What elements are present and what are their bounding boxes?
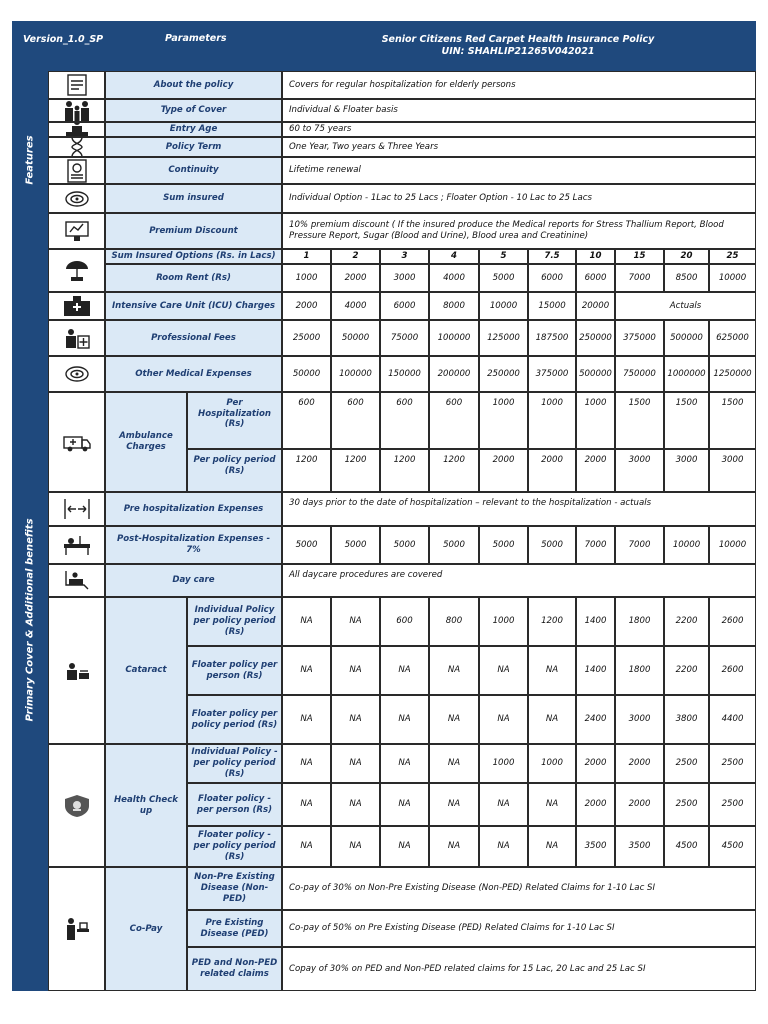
per-hosp-label: Per Hospitalization (Rs) <box>187 392 282 449</box>
room-rent-cell: 5000 <box>479 264 528 292</box>
cataract-cell: 1800 <box>615 646 664 695</box>
icon-cell <box>48 184 105 213</box>
eye-icon <box>62 659 92 683</box>
cataract-cell: NA <box>331 695 380 744</box>
room-rent-cell: 1000 <box>282 264 331 292</box>
per-hosp-cell: 600 <box>331 392 380 449</box>
health-check-cell: NA <box>331 783 380 826</box>
day-care-value: All daycare procedures are covered <box>282 564 756 597</box>
cataract-cell: 1800 <box>615 597 664 646</box>
health-check-cell: 4500 <box>709 826 756 867</box>
icon-cell <box>48 392 105 492</box>
per-hosp-cell: 600 <box>429 392 479 449</box>
icu-cell: 2000 <box>282 292 331 320</box>
health-check-row-label: Floater policy -per policy period (Rs) <box>187 826 282 867</box>
copay-label: Co-Pay <box>105 867 187 991</box>
other-medical-cell: 250000 <box>479 356 528 392</box>
cataract-cell: 1200 <box>528 597 576 646</box>
si-option-cell: 7.5 <box>528 249 576 264</box>
health-check-cell: NA <box>331 826 380 867</box>
professional-cell: 25000 <box>282 320 331 356</box>
per-hosp-cell: 1500 <box>615 392 664 449</box>
person-desk-icon <box>62 122 92 137</box>
swirl-icon <box>62 187 92 211</box>
post-hosp-cell: 10000 <box>709 526 756 564</box>
other-medical-cell: 1250000 <box>709 356 756 392</box>
icon-cell <box>48 867 105 991</box>
cover-label: Type of Cover <box>105 99 282 122</box>
professional-cell: 375000 <box>615 320 664 356</box>
cataract-cell: NA <box>331 646 380 695</box>
si-option-cell: 5 <box>479 249 528 264</box>
professional-cell: 125000 <box>479 320 528 356</box>
post-hosp-cell: 7000 <box>615 526 664 564</box>
si-option-cell: 10 <box>576 249 615 264</box>
per-hosp-cell: 600 <box>380 392 429 449</box>
other-medical-cell: 1000000 <box>664 356 709 392</box>
hospital-bed-icon <box>62 533 92 557</box>
arrows-icon <box>62 497 92 521</box>
icon-cell <box>48 71 105 99</box>
post-hosp-cell: 5000 <box>479 526 528 564</box>
ambulance-label: Ambulance Charges <box>105 392 187 492</box>
cataract-cell: NA <box>429 646 479 695</box>
other-medical-cell: 750000 <box>615 356 664 392</box>
health-check-row-label: Individual Policy - per policy period (Rs) <box>187 744 282 783</box>
doctor-icon <box>62 326 92 350</box>
health-check-cell: NA <box>331 744 380 783</box>
per-policy-cell: 2000 <box>479 449 528 492</box>
health-check-cell: NA <box>429 744 479 783</box>
health-check-cell: 2500 <box>664 744 709 783</box>
other-medical-cell: 200000 <box>429 356 479 392</box>
professional-cell: 500000 <box>664 320 709 356</box>
professional-cell: 50000 <box>331 320 380 356</box>
post-hosp-cell: 5000 <box>429 526 479 564</box>
per-policy-cell: 3000 <box>709 449 756 492</box>
copay-row-label: Non-Pre Existing Disease (Non-PED) <box>187 867 282 910</box>
room-rent-cell: 2000 <box>331 264 380 292</box>
cataract-row-label: Floater policy per policy period (Rs) <box>187 695 282 744</box>
cataract-cell: 2400 <box>576 695 615 744</box>
per-policy-cell: 1200 <box>331 449 380 492</box>
room-rent-cell: 6000 <box>576 264 615 292</box>
health-check-row-label: Floater policy -per person (Rs) <box>187 783 282 826</box>
health-check-cell: 2500 <box>709 783 756 826</box>
room-rent-cell: 3000 <box>380 264 429 292</box>
cataract-cell: NA <box>528 695 576 744</box>
professional-cell: 625000 <box>709 320 756 356</box>
icu-cell: 20000 <box>576 292 615 320</box>
premium-discount-value: 10% premium discount ( If the insured produce the Medical reports for Stress Thallium Report, Blood Pressure Report, Sugar (Blood and Urine), Blood urea and Creatinine) <box>282 213 756 249</box>
other-medical-cell: 50000 <box>282 356 331 392</box>
other-medical-label: Other Medical Expenses <box>105 356 282 392</box>
cataract-cell: NA <box>380 646 429 695</box>
icon-cell <box>48 526 105 564</box>
cataract-cell: 3800 <box>664 695 709 744</box>
icon-cell <box>48 249 105 292</box>
umbrella-hand-icon <box>62 259 92 283</box>
cataract-cell: NA <box>282 695 331 744</box>
family-icon <box>62 99 92 122</box>
day-care-label: Day care <box>105 564 282 597</box>
icon-cell <box>48 137 105 157</box>
per-hosp-cell: 600 <box>282 392 331 449</box>
health-check-cell: NA <box>429 826 479 867</box>
cataract-row-label: Floater policy per person (Rs) <box>187 646 282 695</box>
side-features: Features <box>12 71 48 249</box>
health-check-cell: 2000 <box>615 744 664 783</box>
per-policy-cell: 1200 <box>380 449 429 492</box>
icon-cell <box>48 597 105 744</box>
per-policy-cell: 2000 <box>576 449 615 492</box>
si-option-cell: 1 <box>282 249 331 264</box>
about-value: Covers for regular hospitalization for elderly persons <box>282 71 756 99</box>
room-rent-cell: 6000 <box>528 264 576 292</box>
icu-cell: 4000 <box>331 292 380 320</box>
health-check-cell: 2000 <box>576 783 615 826</box>
room-rent-label: Room Rent (Rs) <box>105 264 282 292</box>
icu-cell: 10000 <box>479 292 528 320</box>
cataract-cell: 3000 <box>615 695 664 744</box>
post-hosp-cell: 5000 <box>380 526 429 564</box>
room-rent-cell: 7000 <box>615 264 664 292</box>
certificate-icon <box>62 159 92 183</box>
cataract-cell: 4400 <box>709 695 756 744</box>
health-check-cell: 2000 <box>615 783 664 826</box>
per-policy-cell: 2000 <box>528 449 576 492</box>
icu-label: Intensive Care Unit (ICU) Charges <box>105 292 282 320</box>
room-rent-cell: 8500 <box>664 264 709 292</box>
cataract-cell: NA <box>331 597 380 646</box>
health-check-cell: NA <box>380 744 429 783</box>
copay-row-label: PED and Non-PED related claims <box>187 947 282 991</box>
hospital-icon <box>62 294 92 318</box>
post-hosp-cell: 5000 <box>331 526 380 564</box>
sum-insured-value: Individual Option - 1Lac to 25 Lacs ; Floater Option - 10 Lac to 25 Lacs <box>282 184 756 213</box>
age-value: 60 to 75 years <box>282 122 756 137</box>
cataract-cell: 600 <box>380 597 429 646</box>
per-hosp-cell: 1500 <box>664 392 709 449</box>
per-policy-cell: 1200 <box>429 449 479 492</box>
version-label: Version_1.0_SP <box>23 34 104 45</box>
cataract-cell: NA <box>282 646 331 695</box>
cataract-cell: NA <box>479 695 528 744</box>
term-label: Policy Term <box>105 137 282 157</box>
cataract-cell: NA <box>282 597 331 646</box>
policy-uin: UIN: SHAHLIP21265V042021 <box>441 46 595 57</box>
premium-discount-label: Premium Discount <box>105 213 282 249</box>
icon-cell <box>48 122 105 137</box>
policy-title: Senior Citizens Red Carpet Health Insurance Policy <box>381 34 655 45</box>
parameters-label: Parameters <box>165 33 227 44</box>
health-check-cell: NA <box>528 783 576 826</box>
other-medical-cell: 500000 <box>576 356 615 392</box>
other-medical-cell: 375000 <box>528 356 576 392</box>
health-check-cell: NA <box>528 826 576 867</box>
health-check-label: Health Check up <box>105 744 187 867</box>
term-value: One Year, Two years & Three Years <box>282 137 756 157</box>
cataract-cell: 1400 <box>576 646 615 695</box>
post-hosp-cell: 10000 <box>664 526 709 564</box>
health-check-cell: NA <box>429 783 479 826</box>
health-check-cell: NA <box>282 744 331 783</box>
icon-cell <box>48 744 105 867</box>
icon-cell <box>48 492 105 526</box>
per-hosp-cell: 1000 <box>479 392 528 449</box>
hourglass-icon <box>62 137 92 157</box>
cover-value: Individual & Floater basis <box>282 99 756 122</box>
cataract-cell: NA <box>479 646 528 695</box>
post-hosp-cell: 5000 <box>528 526 576 564</box>
pre-hosp-value: 30 days prior to the date of hospitalization – relevant to the hospitalization - actuals <box>282 492 756 526</box>
room-rent-cell: 4000 <box>429 264 479 292</box>
cataract-cell: 2600 <box>709 597 756 646</box>
icon-cell <box>48 157 105 184</box>
icon-cell <box>48 356 105 392</box>
per-hosp-cell: 1500 <box>709 392 756 449</box>
cataract-row-label: Individual Policy per policy period (Rs) <box>187 597 282 646</box>
icu-actuals: Actuals <box>615 292 756 320</box>
monitor-icon <box>62 219 92 243</box>
per-policy-label: Per policy period (Rs) <box>187 449 282 492</box>
si-options-label: Sum Insured Options (Rs. in Lacs) <box>105 249 282 264</box>
post-hosp-cell: 5000 <box>282 526 331 564</box>
health-check-cell: 2000 <box>576 744 615 783</box>
cataract-cell: NA <box>528 646 576 695</box>
copay-row-value: Copay of 30% on PED and Non-PED related claims for 15 Lac, 20 Lac and 25 Lac SI <box>282 947 756 991</box>
continuity-value: Lifetime renewal <box>282 157 756 184</box>
icu-cell: 15000 <box>528 292 576 320</box>
copay-row-value: Co-pay of 30% on Non-Pre Existing Disease (Non-PED) Related Claims for 1-10 Lac SI <box>282 867 756 910</box>
icon-cell <box>48 564 105 597</box>
per-hosp-cell: 1000 <box>576 392 615 449</box>
health-check-cell: NA <box>479 826 528 867</box>
health-check-cell: NA <box>282 826 331 867</box>
swirl-icon <box>62 362 92 386</box>
si-option-cell: 15 <box>615 249 664 264</box>
si-option-cell: 3 <box>380 249 429 264</box>
post-hosp-cell: 7000 <box>576 526 615 564</box>
professional-cell: 75000 <box>380 320 429 356</box>
si-option-cell: 20 <box>664 249 709 264</box>
ambulance-icon <box>62 430 92 454</box>
icon-cell <box>48 292 105 320</box>
per-policy-cell: 3000 <box>615 449 664 492</box>
health-check-cell: 3500 <box>615 826 664 867</box>
per-hosp-cell: 1000 <box>528 392 576 449</box>
post-hosp-label: Post-Hospitalization Expenses - 7% <box>105 526 282 564</box>
pre-hosp-label: Pre hospitalization Expenses <box>105 492 282 526</box>
copay-row-label: Pre Existing Disease (PED) <box>187 910 282 947</box>
copay-row-value: Co-pay of 50% on Pre Existing Disease (PED) Related Claims for 1-10 Lac SI <box>282 910 756 947</box>
professional-label: Professional Fees <box>105 320 282 356</box>
si-option-cell: 25 <box>709 249 756 264</box>
health-check-cell: NA <box>380 826 429 867</box>
sum-insured-label: Sum insured <box>105 184 282 213</box>
cataract-cell: 2200 <box>664 646 709 695</box>
cataract-cell: NA <box>429 695 479 744</box>
health-check-cell: 2500 <box>709 744 756 783</box>
per-policy-cell: 1200 <box>282 449 331 492</box>
other-medical-cell: 150000 <box>380 356 429 392</box>
health-check-cell: NA <box>479 783 528 826</box>
cataract-cell: 800 <box>429 597 479 646</box>
si-option-cell: 2 <box>331 249 380 264</box>
policy-sheet <box>12 21 756 991</box>
professional-cell: 187500 <box>528 320 576 356</box>
side-primary-cover: Primary Cover & Additional benefits <box>12 249 48 991</box>
header-bar <box>12 21 756 71</box>
cataract-cell: 2200 <box>664 597 709 646</box>
icon-cell <box>48 213 105 249</box>
shield-icon <box>62 794 92 818</box>
health-check-cell: 2500 <box>664 783 709 826</box>
icu-cell: 8000 <box>429 292 479 320</box>
professional-cell: 250000 <box>576 320 615 356</box>
about-label: About the policy <box>105 71 282 99</box>
health-check-cell: 3500 <box>576 826 615 867</box>
cataract-cell: 1400 <box>576 597 615 646</box>
continuity-label: Continuity <box>105 157 282 184</box>
health-check-cell: 4500 <box>664 826 709 867</box>
cataract-cell: 1000 <box>479 597 528 646</box>
per-policy-cell: 3000 <box>664 449 709 492</box>
document-icon <box>62 73 92 97</box>
health-check-cell: 1000 <box>479 744 528 783</box>
health-check-cell: NA <box>282 783 331 826</box>
age-label: Entry Age <box>105 122 282 137</box>
icu-cell: 6000 <box>380 292 429 320</box>
recliner-icon <box>62 569 92 593</box>
room-rent-cell: 10000 <box>709 264 756 292</box>
cataract-label: Cataract <box>105 597 187 744</box>
icon-cell <box>48 320 105 356</box>
cataract-cell: 2600 <box>709 646 756 695</box>
clerk-icon <box>62 917 92 941</box>
health-check-cell: NA <box>380 783 429 826</box>
si-option-cell: 4 <box>429 249 479 264</box>
health-check-cell: 1000 <box>528 744 576 783</box>
cataract-cell: NA <box>380 695 429 744</box>
icon-cell <box>48 99 105 122</box>
other-medical-cell: 100000 <box>331 356 380 392</box>
professional-cell: 100000 <box>429 320 479 356</box>
